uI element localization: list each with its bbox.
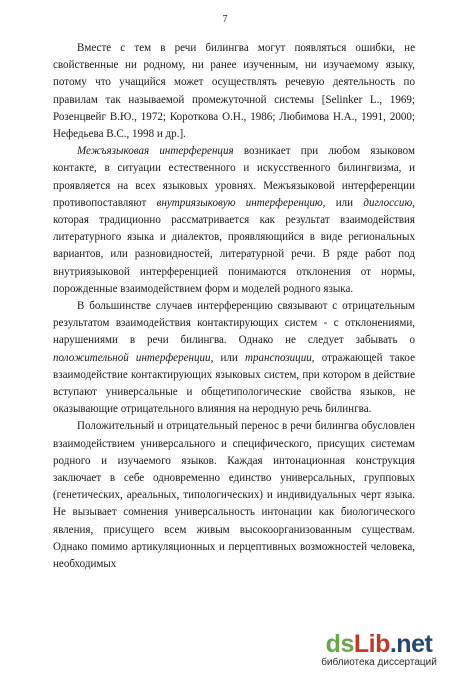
- watermark: [320, 631, 438, 669]
- paragraph-text: , отражающей такое взаимодействие контактирующих языковых систем, при котором в действие вступают универсальные и общетипологические свойства языков, не оказывающие отрицательного влияния на неродную речь билингва.: [53, 351, 415, 416]
- paragraph-text: Вместе с тем в речи билингва могут появляться ошибки, не свойственные ни родному, ни ранее изученным, ни изучаемому языку, потому что учащийся может осуществлять речевую деятельность по правилам так называемой промежуточной системы [Selinker L., 1969; Розенцвейг В.Ю., 1972; Короткова О.Н., 1986; Любимова Н.А., 1991, 2000; Нефедьева В.С., 1998 и др.].: [53, 42, 415, 141]
- paragraph-4: [53, 418, 415, 573]
- paragraph-text: , или: [210, 351, 246, 364]
- paragraph-text: В большинстве случаев интерференцию связывают с отрицательным результатом взаимодействия контактирующих систем - с отклонениями, нарушениями в речи билингва. Однако не следует забывать о: [53, 300, 415, 347]
- term-transposition: транспозиции: [245, 351, 312, 364]
- watermark-caption: библиотека диссертаций: [321, 657, 437, 668]
- document-body: [53, 40, 415, 573]
- term-positive-interference: положительной интерференции: [53, 351, 211, 364]
- paragraph-text: , или: [322, 196, 364, 209]
- term-intralingual-interference: внутриязыковую интерференцию: [156, 196, 323, 209]
- term-interlingual-interference: Межъязыковая интерференция: [77, 145, 234, 158]
- paragraph-1: [53, 40, 415, 143]
- paragraph-2: [53, 143, 415, 298]
- paragraph-text: , которая традиционно рассматривается как результат взаимодействия литературного языка и диалектов, проявляющийся в виде региональных вариантов, или разновидностей, литературной речи. В ряде работ под внутриязыковой интерференцией понимаются отклонения от нормы, порожденные взаимодействием форм и моделей родного языка.: [53, 196, 415, 295]
- watermark-logo: dsLib.net: [325, 630, 433, 658]
- paragraph-3: [53, 298, 415, 418]
- term-diglossia: диглоссию: [363, 196, 413, 209]
- paragraph-text: Положительный и отрицательный перенос в речи билингва обусловлен взаимодействием универсального и специфического, присущих системам родного и изучаемого языков. Каждая интонационная конструкция заключает в себе одновременно единство универсальных, групповых (генетических, ареальных, типологических) и индивидуальных черт языка. Не вызывает сомнения универсальность интонации как биологического явления, присущего всем живым высокоорганизованным существам. Однако помимо артикуляционных и перцептивных возможностей человека, необходимых: [53, 420, 415, 571]
- page-number: 7: [222, 14, 228, 25]
- paragraph-text: возникает при любом языковом контакте, в ситуации естественного и искусственного билингвизма, и проявляется на всех языковых уровнях. Межъязыковой интерференции противопоставляют: [53, 145, 415, 209]
